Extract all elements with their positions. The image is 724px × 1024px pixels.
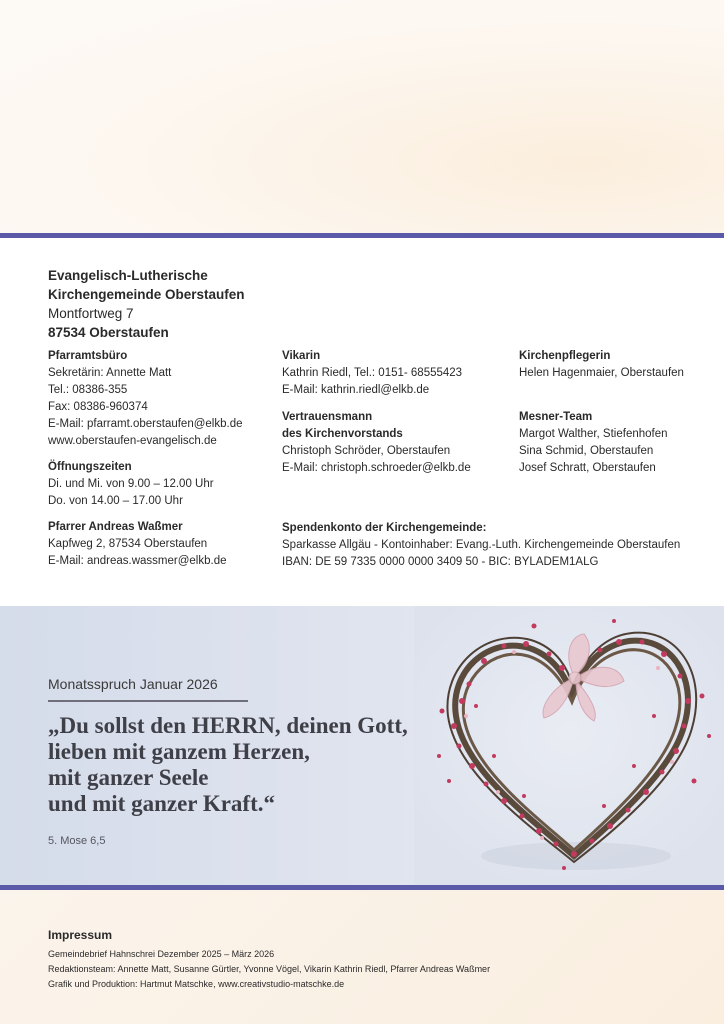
donation-account — [282, 520, 680, 571]
address-line2: Kirchengemeinde Oberstaufen — [48, 287, 245, 302]
office-email-link[interactable]: E-Mail: pfarramt.oberstaufen@elkb.de — [48, 418, 243, 430]
vikarin-email-link[interactable]: E-Mail: kathrin.riedl@elkb.de — [282, 384, 430, 396]
impressum-line-2: Redaktionsteam: Annette Matt, Susanne Gürtler, Yvonne Vögel, Vikarin Kathrin Riedl, Pfarrer Andreas Waßmer — [48, 964, 491, 974]
donation-title: Spendenkonto der Kirchengemeinde: — [282, 522, 487, 534]
column-vikarin — [282, 348, 471, 486]
kirchenpflegerin-name: Helen Hagenmaier, Oberstaufen — [519, 367, 684, 379]
hours-title: Öffnungszeiten — [48, 461, 132, 473]
hours-line2: Do. von 14.00 – 17.00 Uhr — [48, 495, 183, 507]
monatsspruch-banner — [0, 606, 724, 885]
column-office — [48, 348, 242, 579]
impressum-title: Impressum — [48, 928, 113, 942]
mesner-member-3: Josef Schratt, Oberstaufen — [519, 462, 656, 474]
vertrauensmann-subtitle: des Kirchenvorstands — [282, 428, 403, 440]
title-underline — [48, 700, 248, 702]
kirchenpflegerin-title: Kirchenpflegerin — [519, 350, 611, 362]
impressum-line-1: Gemeindebrief Hahnschrei Dezember 2025 – März 2026 — [48, 949, 275, 959]
verse-line-2: lieben mit ganzem Herzen, — [48, 739, 310, 764]
vikarin-phone: Kathrin Riedl, Tel.: 0151- 68555423 — [282, 367, 463, 379]
contact-section — [0, 238, 724, 606]
decorative-top-area — [0, 0, 724, 233]
impressum-section — [48, 928, 490, 992]
office-title: Pfarramtsbüro — [48, 350, 128, 362]
bible-verse — [48, 713, 408, 817]
donation-bank: Sparkasse Allgäu - Kontoinhaber: Evang.-Luth. Kirchengemeinde Oberstaufen — [282, 539, 681, 551]
office-fax: Fax: 08386-960374 — [48, 401, 148, 413]
address-city: 87534 Oberstaufen — [48, 325, 169, 340]
monatsspruch-title: Monatsspruch Januar 2026 — [48, 676, 218, 692]
impressum-line-3: Grafik und Produktion: Hartmut Matschke, www.creativstudio-matschke.de — [48, 979, 345, 989]
pastor-address: Kapfweg 2, 87534 Oberstaufen — [48, 538, 208, 550]
parish-address — [48, 266, 245, 342]
bottom-divider — [0, 885, 724, 890]
address-street: Montfortweg 7 — [48, 306, 134, 321]
column-church-staff — [519, 348, 684, 486]
address-line1: Evangelisch-Lutherische — [48, 268, 208, 283]
office-phone: Tel.: 08386-355 — [48, 384, 128, 396]
donation-iban: IBAN: DE 59 7335 0000 0000 3409 50 - BIC: BYLADEM1ALG — [282, 556, 599, 568]
mesner-member-1: Margot Walther, Stiefenhofen — [519, 428, 668, 440]
vertrauensmann-email-link[interactable]: E-Mail: christoph.schroeder@elkb.de — [282, 462, 471, 474]
heart-wreath-image — [414, 606, 724, 885]
verse-reference: 5. Mose 6,5 — [48, 835, 106, 847]
vertrauensmann-title: Vertrauensmann — [282, 411, 373, 423]
pastor-email-link[interactable]: E-Mail: andreas.wassmer@elkb.de — [48, 555, 227, 567]
vikarin-title: Vikarin — [282, 350, 321, 362]
mesner-title: Mesner-Team — [519, 411, 593, 423]
vertrauensmann-name: Christoph Schröder, Oberstaufen — [282, 445, 451, 457]
office-secretary: Sekretärin: Annette Matt — [48, 367, 172, 379]
mesner-member-2: Sina Schmid, Oberstaufen — [519, 445, 654, 457]
hours-line1: Di. und Mi. von 9.00 – 12.00 Uhr — [48, 478, 214, 490]
verse-line-4: und mit ganzer Kraft.“ — [48, 791, 276, 816]
verse-line-1: „Du sollst den HERRN, deinen Gott, — [48, 713, 408, 738]
pastor-title: Pfarrer Andreas Waßmer — [48, 521, 183, 533]
office-website-link[interactable]: www.oberstaufen-evangelisch.de — [48, 435, 217, 447]
verse-line-3: mit ganzer Seele — [48, 765, 209, 790]
